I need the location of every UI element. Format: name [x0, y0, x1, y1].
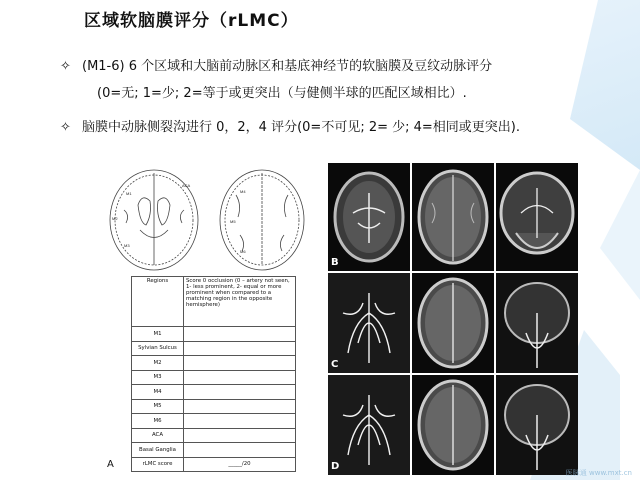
ct-image: [412, 375, 494, 475]
ct-image: [496, 273, 578, 373]
score-cell: [184, 443, 296, 458]
score-cell: [184, 399, 296, 414]
table-row: [132, 327, 296, 342]
region-cell: M5: [132, 399, 184, 414]
ct-image: [496, 163, 578, 271]
table-row: [132, 356, 296, 371]
brain-label: M3: [124, 243, 130, 248]
panel-label-c: C: [331, 359, 339, 370]
bullet-2: [60, 117, 520, 139]
brain-label: M6: [240, 249, 246, 254]
ct-image: [496, 375, 578, 475]
region-cell: M2: [132, 356, 184, 371]
rlmc-score-table: [131, 276, 296, 472]
score-cell: [184, 327, 296, 342]
panel-label-a: A: [107, 459, 114, 470]
ct-image: [412, 273, 494, 373]
region-cell: M1: [132, 327, 184, 342]
region-cell: M4: [132, 385, 184, 400]
table-row: [132, 428, 296, 443]
ct-image: [328, 375, 410, 475]
region-cell: M6: [132, 414, 184, 429]
panel-label-b: B: [331, 257, 339, 268]
table-row: [132, 385, 296, 400]
panel-label-d: D: [331, 461, 340, 472]
ct-image-grid: [328, 163, 578, 475]
table-row: [132, 457, 296, 472]
table-row: [132, 341, 296, 356]
total-score-cell: _____/20: [184, 457, 296, 472]
decor-shape: [600, 170, 640, 300]
ct-image: [328, 273, 410, 373]
table-row: [132, 399, 296, 414]
table-row: [132, 277, 296, 327]
bullet-1: [60, 56, 492, 78]
brain-label: ACA: [182, 183, 191, 188]
bullet-1-continued: (0=无; 1=少; 2=等于或更突出（与健侧半球的匹配区域相比）.: [97, 86, 467, 101]
bullet-2-text: 脑膜中动脉侧裂沟进行 0，2，4 评分(0=不可见; 2= 少; 4=相同或更突出).: [82, 120, 521, 135]
diamond-bullet-icon: ✧: [60, 59, 71, 74]
brain-label: M5: [230, 219, 236, 224]
watermark: 医脉通 www.mxt.cn: [565, 469, 632, 477]
region-cell: Sylvian Sulcus: [132, 341, 184, 356]
region-cell: Basal Ganglia: [132, 443, 184, 458]
table-header: Score 0 occlusion (0 – artery not seen, 1- less prominent, 2- equal or more prominent when compared to a matching region in the opposite hemisphere): [184, 277, 296, 327]
table-row: [132, 414, 296, 429]
region-cell: M3: [132, 370, 184, 385]
region-cell: rLMC score: [132, 457, 184, 472]
ct-image: [328, 163, 410, 271]
score-cell: [184, 341, 296, 356]
bullet-1-text: (M1-6) 6 个区域和大脑前动脉区和基底神经节的软脑膜及豆纹动脉评分: [82, 59, 493, 74]
score-cell: [184, 356, 296, 371]
decor-shape: [570, 0, 640, 170]
brain-label: M4: [240, 189, 246, 194]
score-cell: [184, 385, 296, 400]
table-header: Regions: [132, 277, 184, 327]
score-cell: [184, 370, 296, 385]
table-row: [132, 443, 296, 458]
ct-image: [412, 163, 494, 271]
score-cell: [184, 414, 296, 429]
slide-title: 区域软脑膜评分（rLMC）: [84, 11, 299, 31]
brain-schematic: [104, 165, 314, 275]
region-cell: ACA: [132, 428, 184, 443]
table-row: [132, 370, 296, 385]
brain-label: M1: [126, 191, 132, 196]
score-cell: [184, 428, 296, 443]
brain-label: M2: [112, 216, 118, 221]
diamond-bullet-icon: ✧: [60, 120, 71, 135]
